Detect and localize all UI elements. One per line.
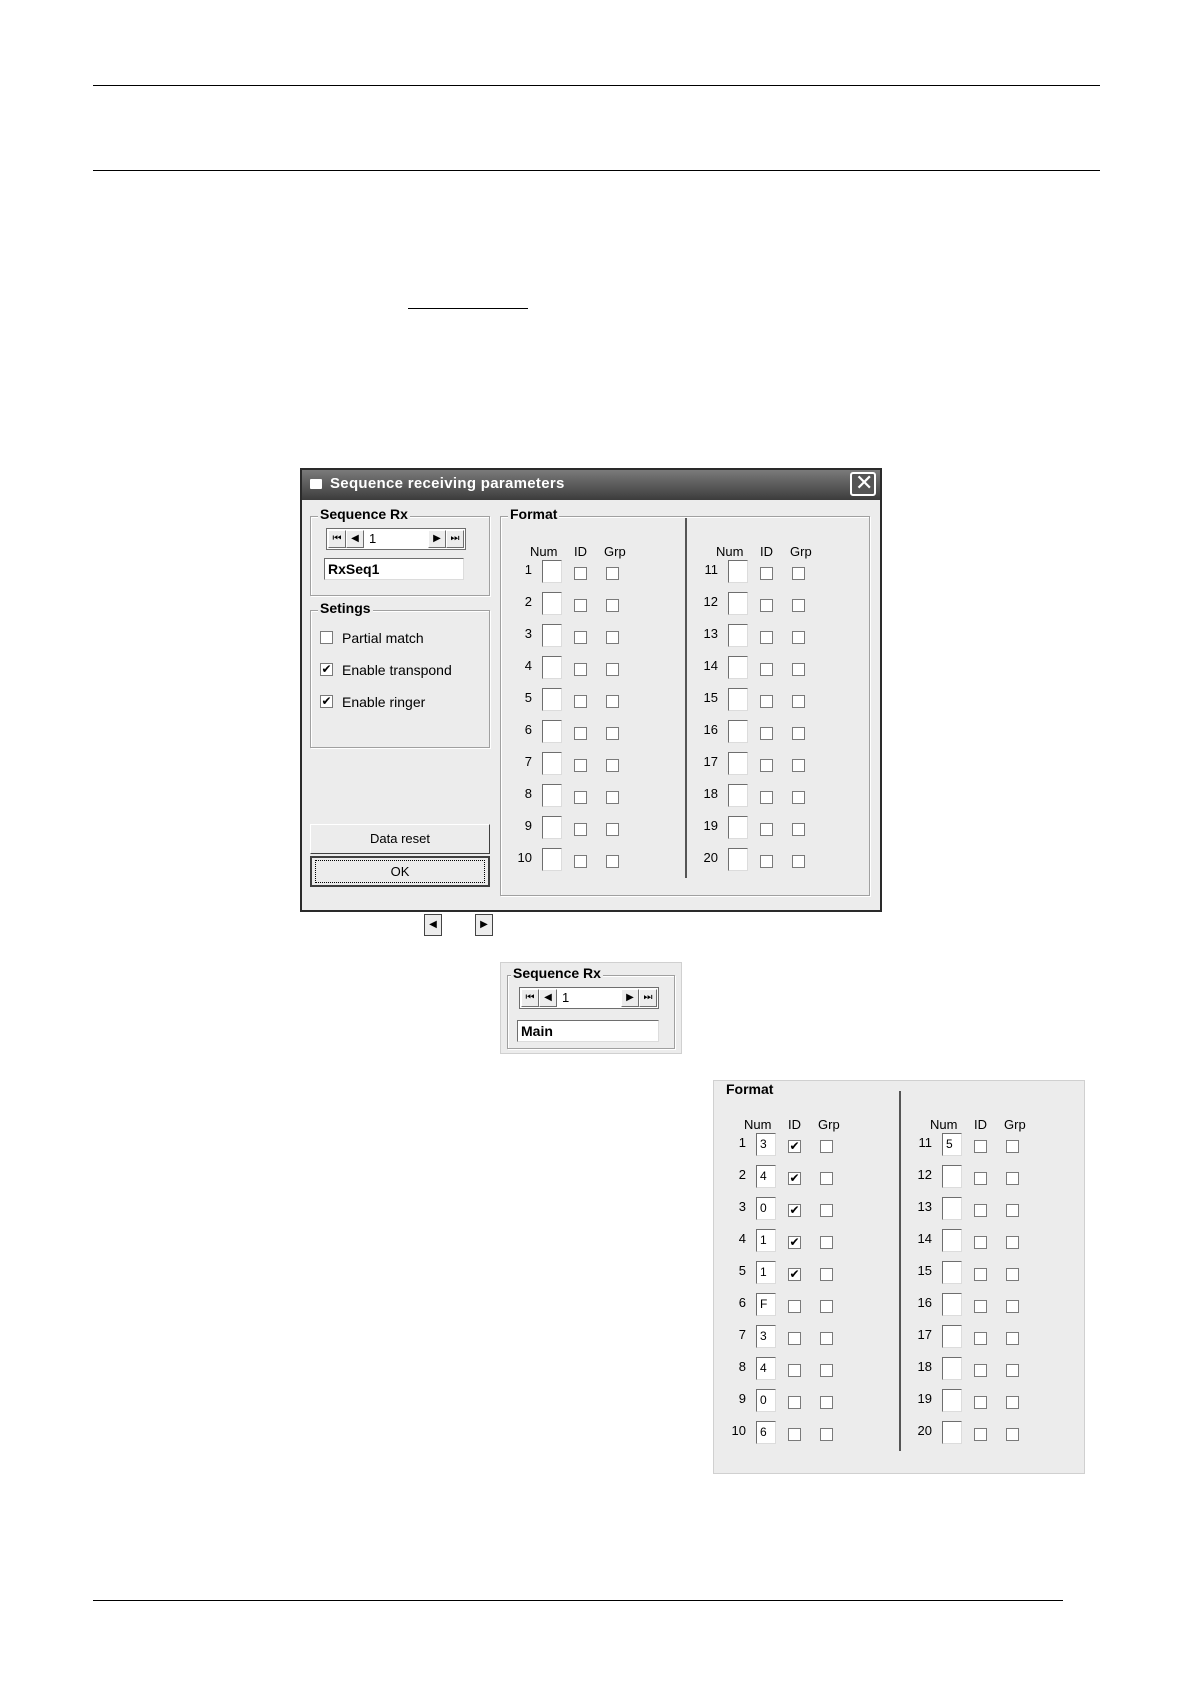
format-id-checkbox[interactable]	[574, 759, 587, 772]
format-num-input[interactable]: 1	[756, 1261, 776, 1284]
format-id-checkbox[interactable]	[974, 1428, 987, 1441]
format-id-checkbox[interactable]	[788, 1364, 801, 1377]
setting-label: Partial match	[342, 630, 424, 646]
setting-row[interactable]	[320, 662, 490, 678]
format-row-label: 20	[703, 850, 718, 865]
format-header-id: ID	[760, 544, 773, 559]
dialog-title: Sequence receiving parameters	[330, 475, 565, 492]
format-id-checkbox[interactable]	[788, 1300, 801, 1313]
format-row-label: 20	[917, 1423, 932, 1438]
format-grp-checkbox[interactable]	[606, 695, 619, 708]
format-grp-checkbox[interactable]	[1006, 1364, 1019, 1377]
format-num-input[interactable]	[942, 1421, 962, 1444]
format-id-checkbox[interactable]	[574, 727, 587, 740]
format-num-input[interactable]	[542, 624, 562, 647]
format-num-input[interactable]	[728, 752, 748, 775]
format-num-input[interactable]	[728, 624, 748, 647]
format-id-checkbox[interactable]	[788, 1396, 801, 1409]
format-grp-checkbox[interactable]	[1006, 1396, 1019, 1409]
window-icon	[310, 479, 322, 489]
format-grp-checkbox[interactable]	[820, 1332, 833, 1345]
format-grp-checkbox[interactable]	[792, 855, 805, 868]
format-id-checkbox[interactable]	[974, 1140, 987, 1153]
format-num-input[interactable]: 4	[756, 1357, 776, 1380]
ok-label: OK	[315, 860, 485, 883]
setting-checkbox[interactable]: ✔	[321, 694, 332, 708]
format-id-checkbox[interactable]: ✔	[789, 1171, 800, 1185]
format-id-checkbox[interactable]	[974, 1204, 987, 1217]
first-icon: ⏮	[332, 533, 342, 544]
format-row-label: 2	[524, 594, 532, 609]
footer-rule	[93, 1600, 1063, 1601]
format-header-grp: Grp	[790, 544, 812, 559]
next-icon: ▶	[433, 533, 441, 544]
format-num-input[interactable]	[728, 848, 748, 871]
format-grp-checkbox[interactable]	[820, 1236, 833, 1249]
format-num-input[interactable]: 1	[756, 1229, 776, 1252]
format-id-checkbox[interactable]	[974, 1396, 987, 1409]
format-num-input[interactable]: F	[756, 1293, 776, 1316]
last-icon: ⏭	[450, 533, 460, 544]
sequence-rx-legend: Sequence Rx	[320, 506, 408, 522]
setting-row[interactable]	[320, 630, 490, 646]
format-header-grp: Grp	[818, 1117, 840, 1132]
format-id-checkbox[interactable]	[974, 1236, 987, 1249]
format-id-checkbox[interactable]	[974, 1364, 987, 1377]
format-id-checkbox[interactable]	[760, 727, 773, 740]
setting-label: Enable transpond	[342, 662, 452, 678]
underline-mark	[408, 308, 528, 309]
format-grp-checkbox[interactable]	[606, 855, 619, 868]
format-num-input[interactable]	[542, 688, 562, 711]
format-row-label: 10	[517, 850, 532, 865]
format-id-checkbox[interactable]	[760, 759, 773, 772]
format-num-input[interactable]	[728, 784, 748, 807]
format-num-input[interactable]	[942, 1325, 962, 1348]
next-button[interactable]	[621, 989, 639, 1007]
format-num-input[interactable]	[728, 592, 748, 615]
format-id-checkbox[interactable]	[574, 663, 587, 676]
format-id-checkbox[interactable]	[760, 855, 773, 868]
format-grp-checkbox[interactable]	[1006, 1268, 1019, 1281]
format-grp-checkbox[interactable]	[1006, 1204, 1019, 1217]
format-grp-checkbox[interactable]	[1006, 1428, 1019, 1441]
format-row-label: 4	[738, 1231, 746, 1246]
format-grp-checkbox[interactable]	[820, 1204, 833, 1217]
format-id-checkbox[interactable]: ✔	[789, 1267, 800, 1281]
format-row-label: 17	[917, 1327, 932, 1342]
format-id-checkbox[interactable]	[788, 1428, 801, 1441]
format-num-input[interactable]	[942, 1389, 962, 1412]
settings-legend: Setings	[320, 600, 371, 616]
last-icon: ⏭	[643, 992, 653, 1003]
format-grp-checkbox[interactable]	[792, 695, 805, 708]
format-row-label: 15	[917, 1263, 932, 1278]
format-grp-checkbox[interactable]	[606, 567, 619, 580]
format-id-checkbox[interactable]	[574, 823, 587, 836]
format-id-checkbox[interactable]	[574, 599, 587, 612]
format-num-input[interactable]	[942, 1229, 962, 1252]
next-button[interactable]	[428, 530, 446, 548]
format-header-id: ID	[974, 1117, 987, 1132]
format-row-label: 12	[703, 594, 718, 609]
format-row-label: 15	[703, 690, 718, 705]
format-row-label: 7	[524, 754, 532, 769]
prev-icon: ◀	[429, 919, 437, 930]
format-num-input[interactable]	[728, 720, 748, 743]
format-row-label: 5	[738, 1263, 746, 1278]
format-row-label: 13	[917, 1199, 932, 1214]
format-id-checkbox[interactable]: ✔	[789, 1235, 800, 1249]
format-num-input[interactable]	[542, 592, 562, 615]
format-grp-checkbox[interactable]	[792, 791, 805, 804]
format-row-label: 8	[524, 786, 532, 801]
format-num-input[interactable]	[942, 1197, 962, 1220]
format-id-checkbox[interactable]	[760, 663, 773, 676]
last-button[interactable]	[446, 530, 464, 548]
next-arrow-sample	[475, 914, 493, 936]
format-row-label: 1	[738, 1135, 746, 1150]
format-num-input[interactable]: 0	[756, 1389, 776, 1412]
format-grp-checkbox[interactable]	[792, 759, 805, 772]
format-grp-checkbox[interactable]	[606, 599, 619, 612]
format-grid	[500, 516, 870, 896]
format-num-input[interactable]	[728, 560, 748, 583]
setting-checkbox[interactable]: ✔	[321, 662, 332, 676]
format-id-checkbox[interactable]	[760, 631, 773, 644]
format-row-label: 16	[917, 1295, 932, 1310]
sequence-rx-detail-legend: Sequence Rx	[513, 965, 601, 981]
format-grp-checkbox[interactable]	[820, 1300, 833, 1313]
format-row-label: 7	[738, 1327, 746, 1342]
format-row-label: 11	[918, 1135, 932, 1150]
ok-button[interactable]	[310, 856, 490, 887]
prev-icon: ◀	[351, 533, 359, 544]
data-reset-label: Data reset	[370, 831, 430, 846]
format-grp-checkbox[interactable]	[792, 567, 805, 580]
format-id-checkbox[interactable]	[760, 823, 773, 836]
format-row-label: 6	[738, 1295, 746, 1310]
format-id-checkbox[interactable]	[760, 599, 773, 612]
format-row-label: 11	[704, 562, 718, 577]
first-button[interactable]	[328, 530, 346, 548]
format-grp-checkbox[interactable]	[820, 1172, 833, 1185]
format-num-input[interactable]	[942, 1261, 962, 1284]
format-grp-checkbox[interactable]	[1006, 1140, 1019, 1153]
next-icon: ▶	[480, 919, 488, 930]
format-grp-checkbox[interactable]	[792, 663, 805, 676]
format-num-input[interactable]	[542, 720, 562, 743]
format-num-input[interactable]	[728, 656, 748, 679]
format-num-input[interactable]	[542, 848, 562, 871]
format-header-id: ID	[574, 544, 587, 559]
format-grp-checkbox[interactable]	[1006, 1172, 1019, 1185]
setting-label: Enable ringer	[342, 694, 426, 710]
sequence-rx-navigator	[326, 528, 466, 550]
format-detail-legend: Format	[726, 1081, 774, 1097]
format-id-checkbox[interactable]	[574, 855, 587, 868]
prev-button[interactable]	[539, 989, 557, 1007]
format-row-label: 12	[917, 1167, 932, 1182]
format-num-input[interactable]: 5	[942, 1133, 962, 1156]
sequence-name-input[interactable]: Main	[517, 1020, 659, 1042]
setting-row[interactable]	[320, 694, 490, 710]
format-grp-checkbox[interactable]	[606, 663, 619, 676]
format-legend: Format	[510, 506, 558, 522]
format-grp-checkbox[interactable]	[606, 631, 619, 644]
prev-icon: ◀	[544, 992, 552, 1003]
format-row-label: 18	[917, 1359, 932, 1374]
format-grp-checkbox[interactable]	[1006, 1332, 1019, 1345]
sequence-rx-detail-panel	[500, 962, 682, 1054]
format-num-input[interactable]	[542, 816, 562, 839]
format-row-label: 14	[917, 1231, 932, 1246]
format-num-input[interactable]	[942, 1293, 962, 1316]
format-header-grp: Grp	[1004, 1117, 1026, 1132]
format-id-checkbox[interactable]: ✔	[789, 1139, 800, 1153]
format-row-label: 19	[703, 818, 718, 833]
format-num-input[interactable]: 3	[756, 1325, 776, 1348]
setting-checkbox[interactable]	[320, 631, 333, 644]
format-num-input[interactable]	[728, 816, 748, 839]
data-reset-button[interactable]	[310, 824, 490, 854]
format-grp-checkbox[interactable]	[820, 1428, 833, 1441]
format-num-input[interactable]: 6	[756, 1421, 776, 1444]
format-header-num: Num	[530, 544, 558, 559]
sequence-index[interactable]: 1	[369, 531, 377, 546]
sequence-rx-detail-navigator	[519, 987, 659, 1009]
format-row-label: 18	[703, 786, 718, 801]
format-row-label: 14	[703, 658, 718, 673]
format-id-checkbox[interactable]	[760, 695, 773, 708]
format-id-checkbox[interactable]	[974, 1300, 987, 1313]
format-num-input[interactable]: 3	[756, 1133, 776, 1156]
format-header-id: ID	[788, 1117, 801, 1132]
format-grp-checkbox[interactable]	[606, 823, 619, 836]
format-grp-checkbox[interactable]	[606, 727, 619, 740]
format-num-input[interactable]: 4	[756, 1165, 776, 1188]
format-column-divider	[685, 518, 687, 878]
format-id-checkbox[interactable]	[574, 791, 587, 804]
format-grp-checkbox[interactable]	[792, 823, 805, 836]
format-row-label: 17	[703, 754, 718, 769]
format-row-label: 6	[524, 722, 532, 737]
format-header-num: Num	[716, 544, 744, 559]
format-num-input[interactable]	[542, 752, 562, 775]
header-rule-bottom	[93, 170, 1100, 171]
format-id-checkbox[interactable]	[760, 791, 773, 804]
format-num-input[interactable]: 0	[756, 1197, 776, 1220]
last-button[interactable]	[639, 989, 657, 1007]
prev-arrow-sample	[424, 914, 442, 936]
format-num-input[interactable]	[542, 560, 562, 583]
format-row-label: 1	[524, 562, 532, 577]
format-id-checkbox[interactable]	[788, 1332, 801, 1345]
format-num-input[interactable]	[542, 656, 562, 679]
format-row-label: 10	[731, 1423, 746, 1438]
format-grp-checkbox[interactable]	[820, 1396, 833, 1409]
format-id-checkbox[interactable]	[574, 567, 587, 580]
first-button[interactable]	[521, 989, 539, 1007]
format-row-label: 3	[738, 1199, 746, 1214]
format-row-label: 8	[738, 1359, 746, 1374]
format-row-label: 4	[524, 658, 532, 673]
sequence-receiving-dialog	[300, 468, 882, 912]
sequence-index[interactable]: 1	[562, 990, 570, 1005]
format-grp-checkbox[interactable]	[1006, 1300, 1019, 1313]
format-grp-checkbox[interactable]	[820, 1268, 833, 1281]
format-grp-checkbox[interactable]	[792, 631, 805, 644]
format-detail-panel	[713, 1080, 1085, 1474]
format-id-checkbox[interactable]	[574, 631, 587, 644]
format-num-input[interactable]	[942, 1165, 962, 1188]
format-row-label: 2	[738, 1167, 746, 1182]
format-id-checkbox[interactable]	[760, 567, 773, 580]
format-grp-checkbox[interactable]	[792, 599, 805, 612]
format-detail-grid	[714, 1089, 1084, 1473]
format-id-checkbox[interactable]	[574, 695, 587, 708]
format-header-grp: Grp	[604, 544, 626, 559]
dialog-title-bar[interactable]	[302, 470, 880, 500]
format-grp-checkbox[interactable]	[1006, 1236, 1019, 1249]
format-row-label: 5	[524, 690, 532, 705]
format-grp-checkbox[interactable]	[606, 759, 619, 772]
format-id-checkbox[interactable]	[974, 1332, 987, 1345]
format-grp-checkbox[interactable]	[820, 1140, 833, 1153]
format-column-divider	[899, 1091, 901, 1451]
format-row-label: 13	[703, 626, 718, 641]
format-num-input[interactable]	[942, 1357, 962, 1380]
next-icon: ▶	[626, 992, 634, 1003]
format-row-label: 19	[917, 1391, 932, 1406]
format-header-num: Num	[744, 1117, 772, 1132]
format-row-label: 9	[738, 1391, 746, 1406]
format-header-num: Num	[930, 1117, 958, 1132]
format-row-label: 16	[703, 722, 718, 737]
format-id-checkbox[interactable]	[974, 1172, 987, 1185]
format-grp-checkbox[interactable]	[792, 727, 805, 740]
close-icon: ✕	[855, 471, 874, 496]
format-num-input[interactable]	[542, 784, 562, 807]
header-rule-top	[93, 85, 1100, 86]
first-icon: ⏮	[525, 992, 535, 1003]
format-id-checkbox[interactable]: ✔	[789, 1203, 800, 1217]
sequence-name-input[interactable]: RxSeq1	[324, 558, 464, 580]
format-id-checkbox[interactable]	[974, 1268, 987, 1281]
format-grp-checkbox[interactable]	[606, 791, 619, 804]
format-grp-checkbox[interactable]	[820, 1364, 833, 1377]
format-row-label: 3	[524, 626, 532, 641]
format-row-label: 9	[524, 818, 532, 833]
format-num-input[interactable]	[728, 688, 748, 711]
close-button[interactable]	[850, 472, 876, 496]
prev-button[interactable]	[346, 530, 364, 548]
